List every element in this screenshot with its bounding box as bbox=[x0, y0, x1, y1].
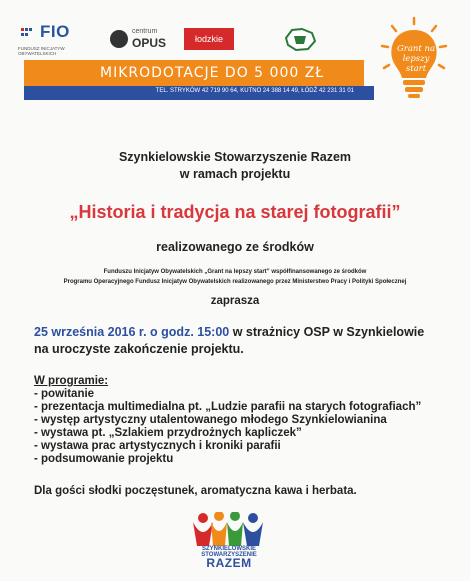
opus-big-text: OPUS bbox=[132, 36, 167, 50]
program-header: W programie: bbox=[34, 375, 109, 387]
program-item: - wystawa pt. „Szlakiem przydrożnych kapliczek” bbox=[34, 427, 302, 439]
razem-logo-line1: SZYNKIELOWSKIE STOWARZYSZENIE bbox=[201, 546, 257, 558]
centrum-opus-logo bbox=[110, 26, 180, 56]
razem-association-logo bbox=[187, 512, 271, 578]
event-place: w strażnicy OSP w Szynkielowie bbox=[229, 325, 425, 339]
sponsor-logos bbox=[14, 18, 364, 64]
fio-subtitle: FUNDUSZ INICJATYW OBYWATELSKICH bbox=[18, 46, 65, 56]
fio-text: FIO bbox=[40, 22, 70, 41]
organization-name: Szynkielowskie Stowarzyszenie Razem bbox=[118, 150, 352, 164]
banner-title: MIKRODOTACJE DO 5 000 ZŁ bbox=[100, 65, 325, 81]
event-line-2: na uroczyste zakończenie projektu. bbox=[34, 342, 244, 356]
people-figures-icon bbox=[187, 512, 271, 548]
opus-circle-icon bbox=[110, 30, 128, 48]
fio-mark-icon bbox=[20, 25, 36, 41]
program-item: - podsumowanie projektu bbox=[34, 453, 174, 465]
funding-fineprint-2: Programu Operacyjnego Fundusz Inicjatyw Obywatelskich realizowanego przez Ministerstwo Pracy i Polityki Społecznej bbox=[63, 279, 407, 285]
fio-logo bbox=[18, 22, 88, 62]
banner-orange-stripe bbox=[24, 60, 364, 86]
razem-logo-line2: RAZEM bbox=[206, 556, 252, 570]
program-item: - prezentacja multimedialna pt. „Ludzie parafii na starych fotografiach” bbox=[34, 401, 422, 413]
program-item: - występ artystyczny utalentowanego młodego Szynkielowianina bbox=[34, 414, 387, 426]
program-item: - wystawa prac artystycznych i kroniki parafii bbox=[34, 440, 281, 452]
program-section bbox=[34, 375, 421, 466]
invite-word: zaprasza bbox=[210, 295, 260, 307]
program-list bbox=[34, 388, 421, 466]
lodzkie-logo: łodzkie bbox=[184, 28, 234, 50]
opus-small-text: centrum bbox=[132, 28, 158, 35]
guests-note: Dla gości słodki poczęstunek, aromatyczna kawa i herbata. bbox=[34, 485, 357, 497]
region-emblem-icon bbox=[280, 24, 320, 54]
project-title: „Historia i tradycja na starej fotografii” bbox=[69, 202, 401, 222]
organization-subline: w ramach projektu bbox=[179, 167, 291, 181]
banner-blue-stripe bbox=[24, 86, 374, 100]
region-emblem bbox=[280, 24, 320, 54]
mikrodotacje-banner bbox=[24, 60, 374, 104]
event-date: 25 września 2016 r. o godz. 15:00 bbox=[34, 325, 230, 339]
program-item: - powitanie bbox=[34, 388, 95, 400]
banner-contacts: TEL. STRYKÓW 42 719 90 64, KUTNO 24 388 14 49, ŁÓDŹ 42 231 31 01 bbox=[155, 88, 354, 94]
funding-fineprint-1: Funduszu Inicjatyw Obywatelskich „Grant na lepszy start” współfinansowanego ze środków bbox=[103, 269, 367, 275]
grant-bulb-logo bbox=[362, 14, 458, 106]
funded-by-line: realizowanego ze środków bbox=[156, 240, 314, 254]
bulb-slogan: Grant na lepszy start bbox=[396, 44, 436, 74]
event-line-1 bbox=[34, 325, 424, 339]
